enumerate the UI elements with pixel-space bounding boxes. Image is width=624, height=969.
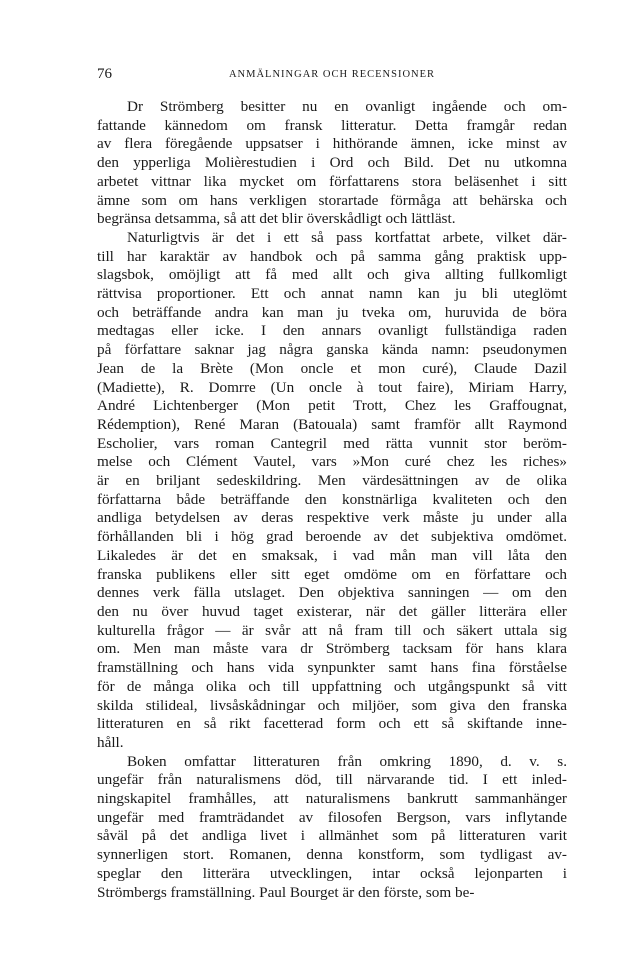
text-line: den ypperliga Molièrestudien i Ord och Bild. Det nu utkomna [97,154,567,172]
text-line: till har karaktär av handbok och på samma gång praktisk upp- [97,247,567,265]
text-line: kulturella frågor — är svår att nå fram till och säkert uttala sig [97,621,567,639]
text-line: dennes verk fälla utslaget. Den objektiva sanningen — om den [97,584,567,602]
text-line: den nu över huvud taget existerar, när det gäller litterära eller [97,602,567,620]
text-line: André Lichtenberger (Mon petit Trott, Chez les Graffougnat, [97,397,567,415]
text-line: Jean de la Brète (Mon oncle et mon curé), Claude Dazil [97,359,567,377]
text-line: författarna både beträffande den konstnärliga kvaliteten och den [97,490,567,508]
text-line: Boken omfattar litteraturen från omkring 1890, d. v. s. [127,752,567,770]
text-line: och beträffande andra kan man ju tveka om, huruvida de böra [97,303,567,321]
text-line: rättvisa proportioner. Ett och annat namn kan ju bli uteglömt [97,285,567,303]
text-line: håll. [97,733,124,751]
text-line: Naturligtvis är det i ett så pass kortfattat arbete, vilket där- [127,228,567,246]
text-line: franska publikens eller sitt eget omdöme om en författare och [97,565,567,583]
body-text [97,98,567,902]
text-line: melse och Clément Vautel, vars »Mon curé chez les riches» [97,453,567,471]
text-line: begränsa detsamma, så att det blir överskådligt och lättläst. [97,210,456,228]
text-line: Escholier, vars roman Cantegril med rätta vunnit stor beröm- [97,434,567,452]
text-line: är en briljant sedeskildring. Men värdesättningen av de olika [97,472,567,490]
text-line: Dr Strömberg besitter nu en ovanligt ingående och om- [127,98,567,115]
text-line: slagsbok, omöjligt att få med allt och giva allting fullkomligt [97,266,567,284]
text-line: för de många olika och till uppfattning och utgångspunkt så vitt [97,677,567,695]
text-line: såväl på det andliga livet i allmänhet som på litteraturen varit [97,827,567,845]
text-line: på författare saknar jag några ganska kända namn: pseudonymen [97,341,567,359]
text-line: skilda stilideal, livsåskådningar och miljöer, som giva den franska [97,696,567,714]
text-line: synnerligen stort. Romanen, denna konstform, som tydligast av- [97,846,567,864]
text-line: av flera föregående uppsatser i hithörande ämnen, icke minst av [97,135,567,153]
text-line: om. Men man måste vara dr Strömberg tacksam för hans klara [97,640,567,658]
text-line: Likaledes är det en smaksak, i vad mån man vill låta den [97,546,567,564]
text-line: Strömbergs framställning. Paul Bourget är den förste, som be- [97,883,475,901]
text-line: ämne som om hans verkligen storartade förmåga att behärska och [97,191,567,209]
paragraph [97,229,567,753]
running-title: ANMÄLNINGAR OCH RECENSIONER [228,69,436,80]
text-line: ungefär med framträdandet av filosofen Bergson, vars inflytande [97,808,567,826]
text-line: förhållanden bli i hög grad beroende av det subjektiva omdömet. [97,528,567,546]
text-line: fattande kännedom om fransk litteratur. Detta framgår redan [97,116,567,134]
text-line: framställning och hans vida synpunkter samt hans fina förståelse [97,659,567,677]
text-line: medtagas eller icke. I den annars ovanligt fullständiga raden [97,322,567,340]
text-line: ungefär från naturalismens död, till närvarande tid. I ett inled- [97,771,567,789]
text-line: arbetet vittnar lika mycket om författarens stora beläsenhet i sitt [97,172,567,190]
paragraph [97,753,567,903]
text-line: ningskapitel framhålles, att naturalismens bankrutt sammanhänger [97,790,567,808]
text-line: (Madiette), R. Domrre (Un oncle à tout faire), Miriam Harry, [97,378,567,396]
text-line: litteraturen en så rikt facetterad form och ett så skiftande inne- [97,715,567,733]
page-header [97,63,567,85]
text-line: speglar den litterära utvecklingen, intar också lejonparten i [97,864,567,882]
page-number: 76 [97,66,112,82]
paragraph [97,98,567,229]
text-line: Rédemption), René Maran (Batouala) samt framför allt Raymond [97,415,567,433]
text-line: andliga betydelsen av deras respektive verk måste ju under alla [97,509,567,527]
